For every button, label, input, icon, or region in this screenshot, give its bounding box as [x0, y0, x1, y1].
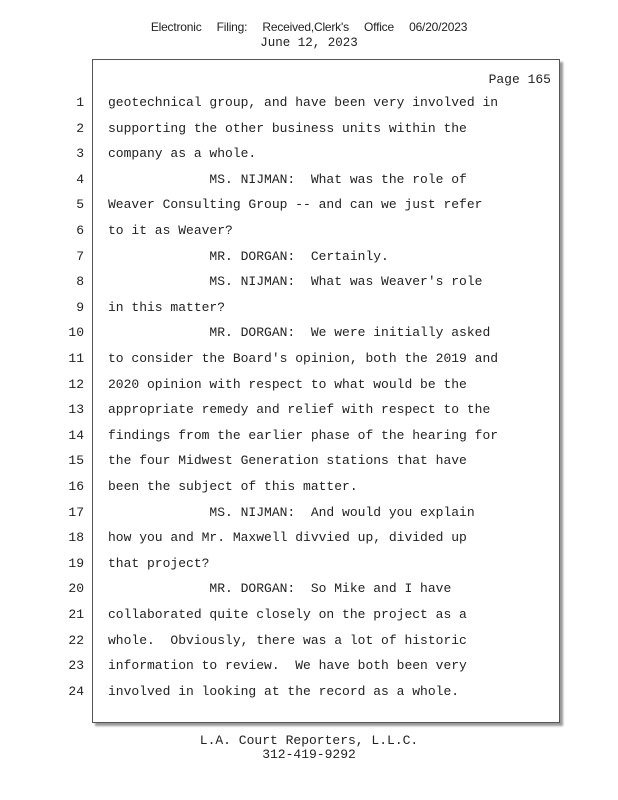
- line-text: supporting the other business units within the: [108, 121, 467, 136]
- line-text: MS. NIJMAN: And would you explain: [108, 505, 475, 520]
- line-text: appropriate remedy and relief with respect to the: [108, 402, 491, 417]
- footer-company: L.A. Court Reporters, L.L.C.: [199, 733, 419, 748]
- line-number: 24: [68, 684, 84, 699]
- line-text: whole. Obviously, there was a lot of historic: [108, 633, 467, 648]
- line-text: involved in looking at the record as a whole.: [108, 684, 460, 699]
- stamp-electronic: Electronic: [150, 20, 202, 34]
- line-number: 18: [68, 530, 84, 545]
- line-number: 9: [76, 300, 84, 315]
- line-number: 6: [76, 223, 84, 238]
- line-text: findings from the earlier phase of the hearing for: [108, 428, 499, 443]
- stamp-received: Received,Clerk's: [262, 20, 349, 34]
- stamp-office: Office: [364, 20, 394, 34]
- line-number: 10: [68, 325, 84, 340]
- line-number: 3: [76, 146, 84, 161]
- line-text: information to review. We have both been very: [108, 658, 467, 673]
- line-number: 1: [76, 95, 84, 110]
- stamp-filing: Filing:: [216, 20, 248, 34]
- line-text: MR. DORGAN: So Mike and I have: [108, 581, 452, 596]
- line-number: 16: [68, 479, 84, 494]
- line-number: 21: [68, 607, 84, 622]
- line-text: 2020 opinion with respect to what would be the: [108, 377, 467, 392]
- line-text: MR. DORGAN: We were initially asked: [108, 325, 491, 340]
- line-text: MS. NIJMAN: What was Weaver's role: [108, 274, 483, 289]
- line-text: Weaver Consulting Group -- and can we just refer: [108, 197, 483, 212]
- transcript-date: June 12, 2023: [260, 36, 358, 50]
- line-text: how you and Mr. Maxwell divvied up, divided up: [108, 530, 467, 545]
- line-text: geotechnical group, and have been very involved in: [108, 95, 499, 110]
- line-number: 7: [76, 249, 84, 264]
- line-number: 17: [68, 505, 84, 520]
- line-number: 19: [68, 556, 84, 571]
- line-number: 2: [76, 121, 84, 136]
- stamp-date: 06/20/2023: [409, 20, 468, 34]
- line-text: MR. DORGAN: Certainly.: [108, 249, 389, 264]
- line-number: 12: [68, 377, 84, 392]
- line-number: 15: [68, 453, 84, 468]
- line-text: company as a whole.: [108, 146, 257, 161]
- line-text: in this matter?: [108, 300, 226, 315]
- line-text: MS. NIJMAN: What was the role of: [108, 172, 467, 187]
- line-text: the four Midwest Generation stations that have: [108, 453, 467, 468]
- line-number: 5: [76, 197, 84, 212]
- line-number: 22: [68, 633, 84, 648]
- line-number: 20: [68, 581, 84, 596]
- line-number: 13: [68, 402, 84, 417]
- line-text: to consider the Board's opinion, both the 2019 and: [108, 351, 499, 366]
- line-text: that project?: [108, 556, 210, 571]
- page-number: Page 165: [488, 72, 551, 87]
- filing-stamp: [0, 20, 618, 34]
- line-number: 23: [68, 658, 84, 673]
- line-number: 8: [76, 274, 84, 289]
- line-text: collaborated quite closely on the project as a: [108, 607, 467, 622]
- footer-phone: 312-419-9292: [262, 747, 356, 762]
- line-number: 14: [68, 428, 84, 443]
- line-number: 4: [76, 172, 84, 187]
- line-text: been the subject of this matter.: [108, 479, 358, 494]
- line-text: to it as Weaver?: [108, 223, 233, 238]
- line-number: 11: [68, 351, 84, 366]
